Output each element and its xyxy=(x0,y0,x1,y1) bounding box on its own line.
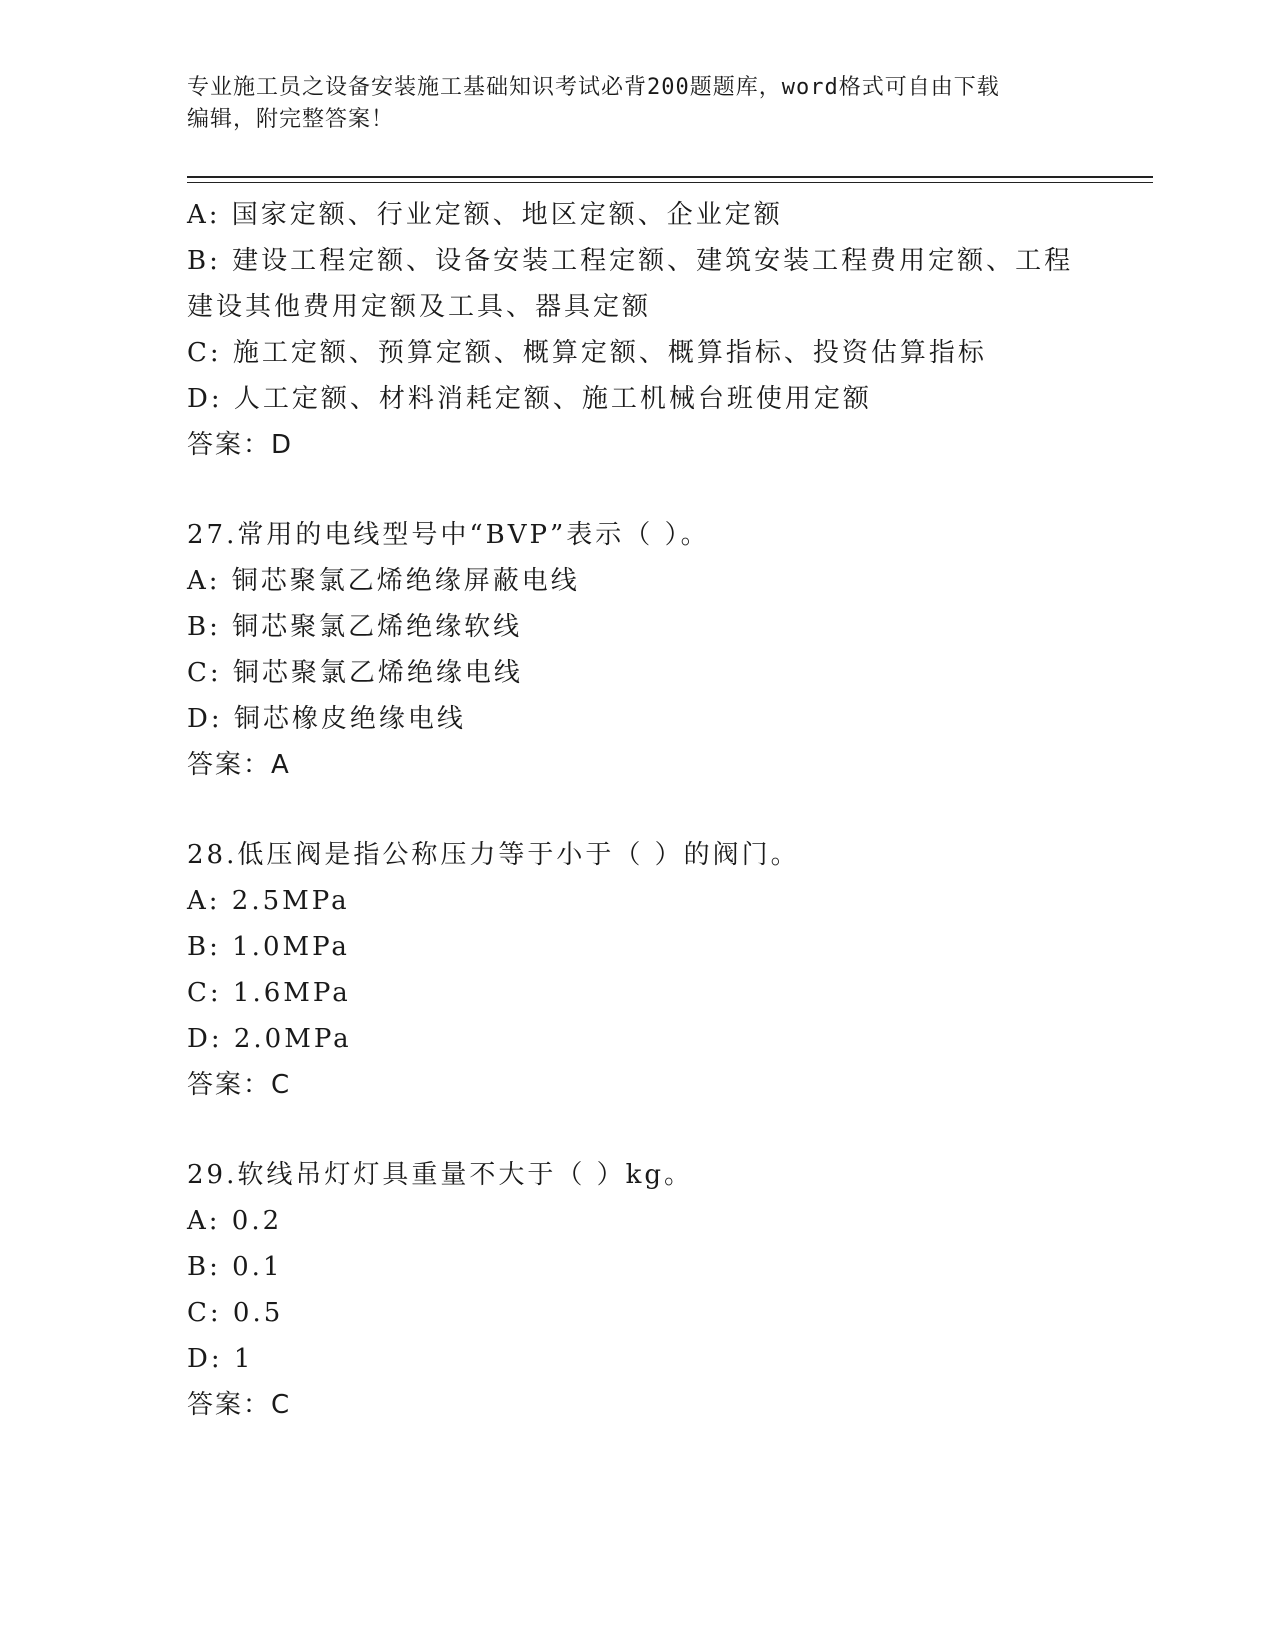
option-a: A: 铜芯聚氯乙烯绝缘屏蔽电线 xyxy=(187,566,580,596)
option-d: D: 铜芯橡皮绝缘电线 xyxy=(187,704,466,734)
option-b-continuation: 建设其他费用定额及工具、器具定额 xyxy=(187,292,652,322)
answer-label: 答案：C xyxy=(187,1390,292,1420)
option-d: D: 2.0MPa xyxy=(187,1024,352,1054)
spacer xyxy=(187,468,1107,512)
option-d: D: 人工定额、材料消耗定额、施工机械台班使用定额 xyxy=(187,384,872,414)
answer-label: 答案：C xyxy=(187,1070,292,1100)
option-c: C: 施工定额、预算定额、概算定额、概算指标、投资估算指标 xyxy=(187,338,987,368)
option-c: C: 1.6MPa xyxy=(187,978,351,1008)
spacer xyxy=(187,1108,1107,1152)
question-block-29 xyxy=(187,1152,1107,1428)
question-text: 29.软线吊灯灯具重量不大于（ ）kg。 xyxy=(187,1160,694,1190)
option-b: B: 0.1 xyxy=(187,1252,283,1282)
header-divider-bottom xyxy=(187,182,1153,183)
header-title-line-1: 专业施工员之设备安装施工基础知识考试必背200题题库，word格式可自由下载 xyxy=(187,75,1000,100)
option-a: A: 2.5MPa xyxy=(187,886,350,916)
header-divider-top xyxy=(187,176,1153,178)
question-text: 27.常用的电线型号中“BVP”表示（ ）。 xyxy=(187,520,710,550)
document-header xyxy=(187,72,1087,136)
question-block-28 xyxy=(187,832,1107,1108)
answer-label: 答案：A xyxy=(187,750,291,780)
question-text: 28.低压阀是指公称压力等于小于（ ）的阀门。 xyxy=(187,840,800,870)
answer-label: 答案：D xyxy=(187,430,294,460)
option-b: B: 建设工程定额、设备安装工程定额、建筑安装工程费用定额、工程 xyxy=(187,246,1074,276)
question-list xyxy=(187,192,1107,1428)
option-a: A: 国家定额、行业定额、地区定额、企业定额 xyxy=(187,200,783,230)
option-d: D: 1 xyxy=(187,1344,254,1374)
question-block-26 xyxy=(187,192,1107,468)
option-b: B: 铜芯聚氯乙烯绝缘软线 xyxy=(187,612,523,642)
option-c: C: 铜芯聚氯乙烯绝缘电线 xyxy=(187,658,523,688)
header-title-line-2: 编辑，附完整答案！ xyxy=(187,107,395,132)
spacer xyxy=(187,788,1107,832)
option-a: A: 0.2 xyxy=(187,1206,283,1236)
question-block-27 xyxy=(187,512,1107,788)
option-b: B: 1.0MPa xyxy=(187,932,350,962)
option-c: C: 0.5 xyxy=(187,1298,284,1328)
